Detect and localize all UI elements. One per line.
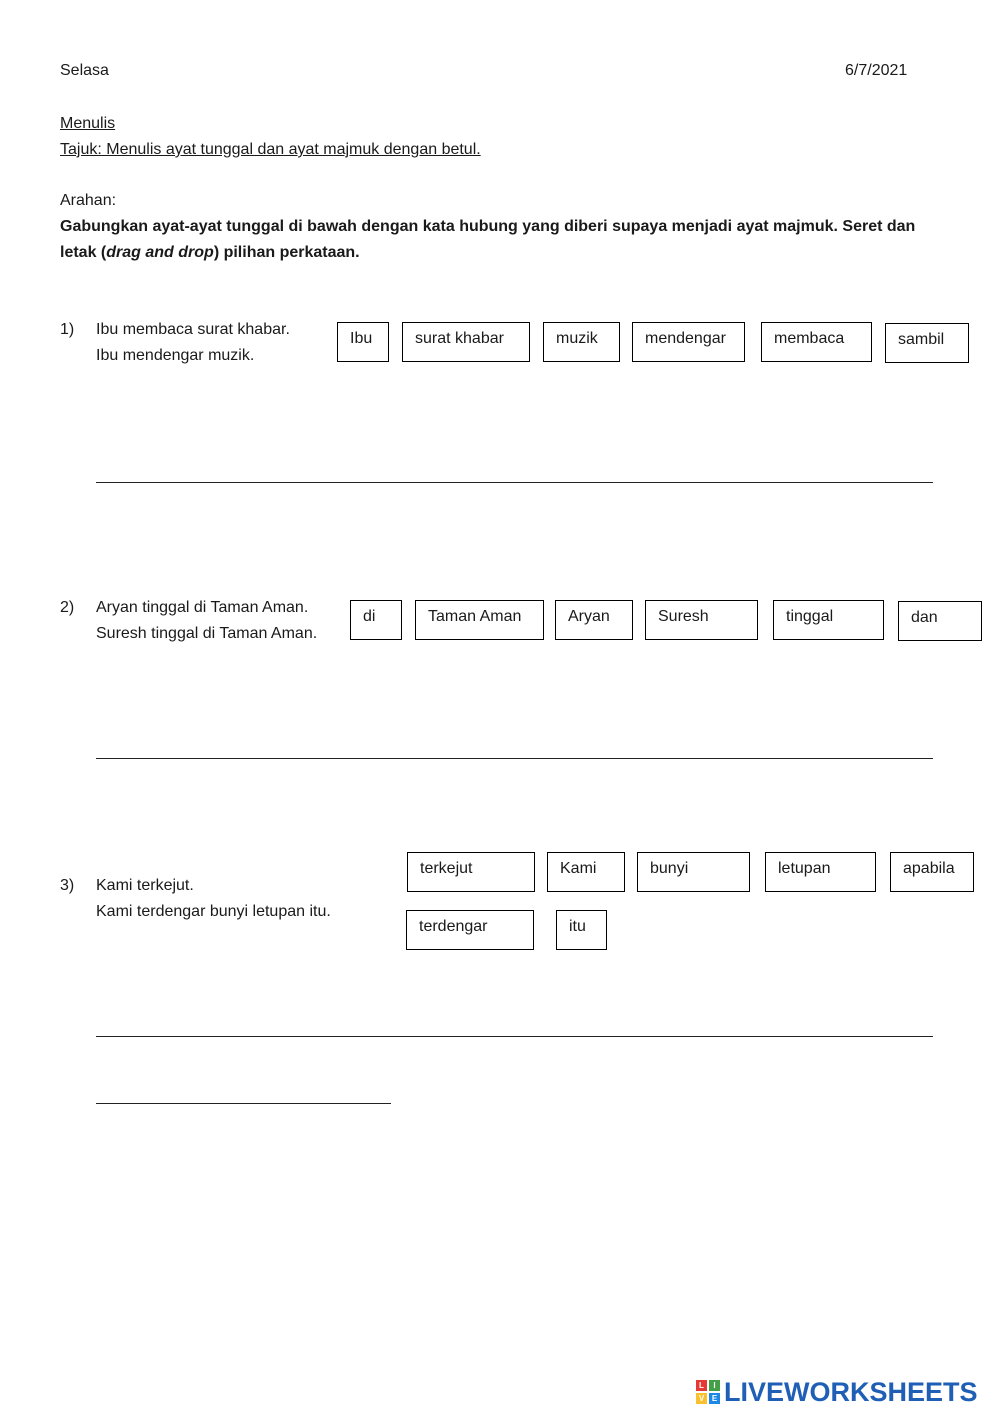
question-3-line-2: Kami terdengar bunyi letupan itu. xyxy=(96,903,331,920)
word-tile[interactable]: di xyxy=(350,600,402,640)
word-tile[interactable]: Kami xyxy=(547,852,625,892)
word-tile[interactable]: sambil xyxy=(885,323,969,363)
answer-line-1[interactable] xyxy=(96,482,933,483)
word-tile[interactable]: membaca xyxy=(761,322,872,362)
logo-icon xyxy=(696,1380,720,1404)
question-3-number: 3) xyxy=(60,877,75,894)
logo-letter: L xyxy=(696,1380,707,1391)
logo-letter: I xyxy=(709,1380,720,1391)
question-2-line-2: Suresh tinggal di Taman Aman. xyxy=(96,625,318,642)
word-tile[interactable]: Taman Aman xyxy=(415,600,544,640)
word-tile[interactable]: terdengar xyxy=(406,910,534,950)
answer-line-2[interactable] xyxy=(96,758,933,759)
question-1-line-1: Ibu membaca surat khabar. xyxy=(96,321,290,338)
question-2-line-1: Aryan tinggal di Taman Aman. xyxy=(96,599,309,616)
question-2-sentences xyxy=(96,595,317,647)
date-label: 6/7/2021 xyxy=(845,62,908,79)
answer-line-3a[interactable] xyxy=(96,1036,933,1037)
question-1-line-2: Ibu mendengar muzik. xyxy=(96,347,255,364)
question-3-sentences xyxy=(96,873,331,925)
question-1-sentences xyxy=(96,317,290,369)
day-label: Selasa xyxy=(60,62,109,79)
word-tile[interactable]: dan xyxy=(898,601,982,641)
logo-letter: E xyxy=(709,1393,720,1404)
word-tile[interactable]: surat khabar xyxy=(402,322,530,362)
word-tile[interactable]: terkejut xyxy=(407,852,535,892)
answer-line-3b[interactable] xyxy=(96,1103,391,1104)
word-tile[interactable]: tinggal xyxy=(773,600,884,640)
liveworksheets-logo xyxy=(696,1376,978,1408)
question-2-number: 2) xyxy=(60,599,75,616)
word-tile[interactable]: Aryan xyxy=(555,600,633,640)
word-tile[interactable]: mendengar xyxy=(632,322,745,362)
word-tile[interactable]: bunyi xyxy=(637,852,750,892)
word-tile[interactable]: Suresh xyxy=(645,600,758,640)
word-tile[interactable]: itu xyxy=(556,910,607,950)
instructions-label: Arahan: xyxy=(60,192,117,209)
worksheet-title: Tajuk: Menulis ayat tunggal dan ayat majmuk dengan betul. xyxy=(60,141,481,158)
word-tile[interactable]: apabila xyxy=(890,852,974,892)
word-tile[interactable]: letupan xyxy=(765,852,876,892)
word-tile[interactable]: Ibu xyxy=(337,322,389,362)
word-tile[interactable]: muzik xyxy=(543,322,620,362)
question-3-line-1: Kami terkejut. xyxy=(96,877,194,894)
instructions-italic: drag and drop xyxy=(106,244,214,261)
instructions-line-1: Gabungkan ayat-ayat tunggal di bawah dengan kata hubung yang diberi supaya menjadi ayat majmuk. Seret dan xyxy=(60,218,916,235)
instructions-line-2: letak (drag and drop) pilihan perkataan. xyxy=(60,244,360,261)
question-1-number: 1) xyxy=(60,321,75,338)
brand-name: LIVEWORKSHEETS xyxy=(724,1376,978,1407)
subject-label: Menulis xyxy=(60,115,116,132)
logo-letter: V xyxy=(696,1393,707,1404)
